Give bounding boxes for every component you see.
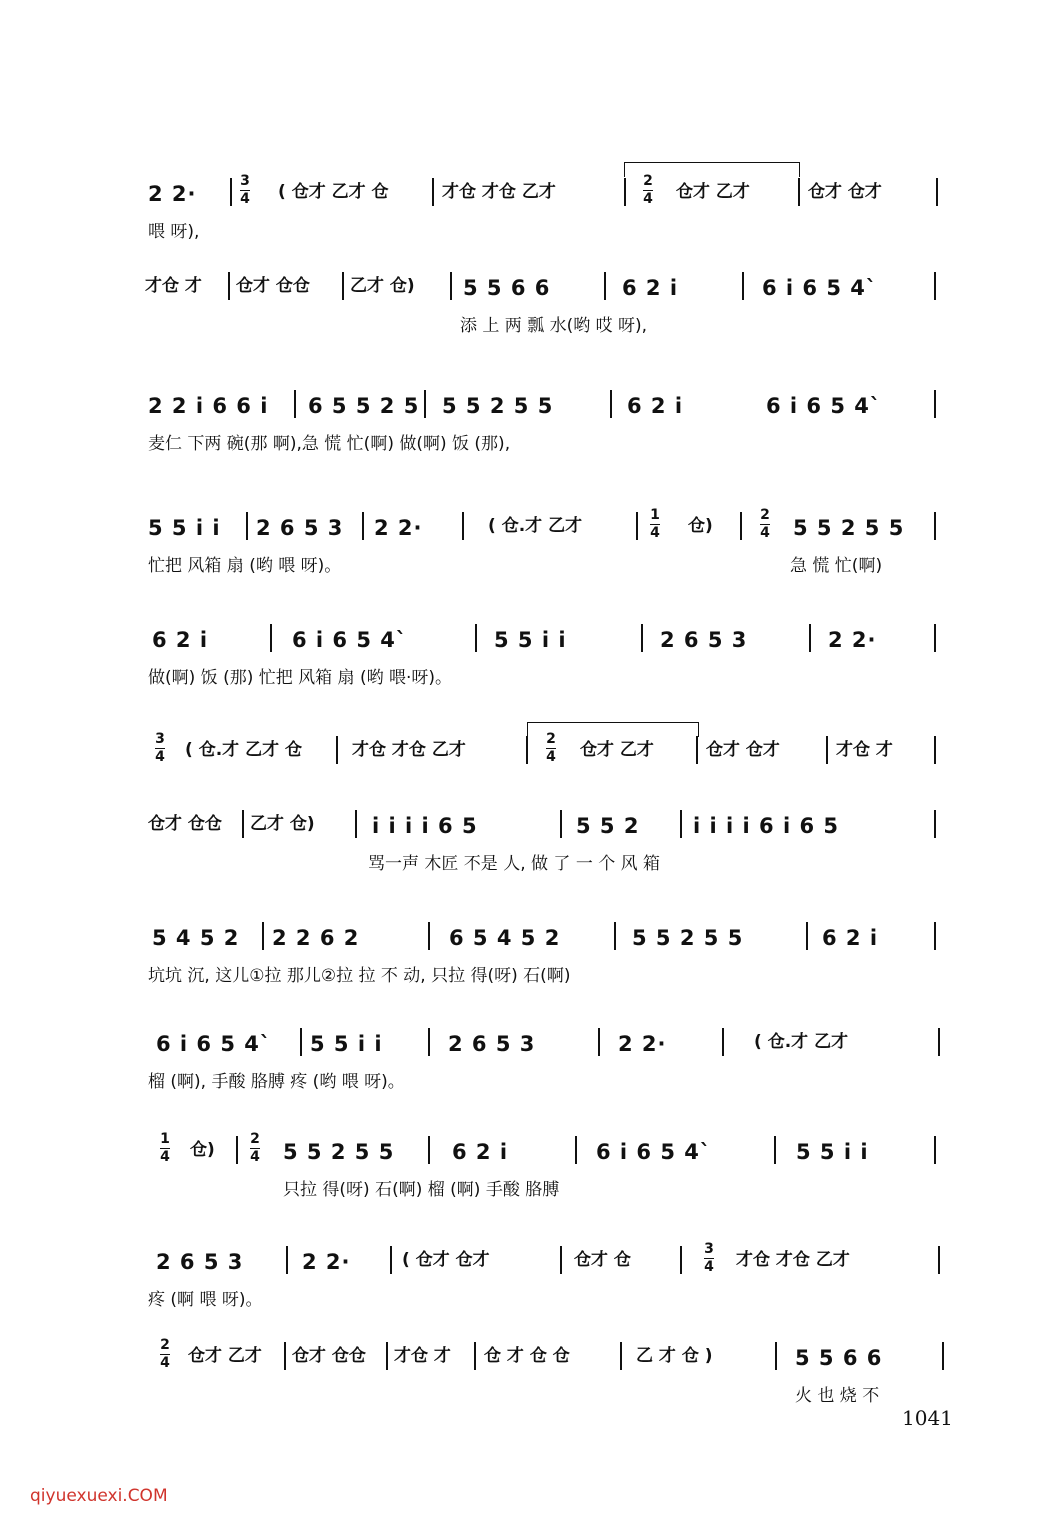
bar-line <box>474 1342 476 1370</box>
notation-numbers: 2 2· <box>302 1250 351 1274</box>
percussion-syllables: 仓才 仓仓 <box>236 276 310 296</box>
bar-line <box>428 922 430 950</box>
percussion-syllables: 仓才 仓仓 <box>292 1346 366 1366</box>
lyric-line: 火 也 烧 不 <box>795 1386 880 1406</box>
time-signature-denominator: 4 <box>760 525 770 541</box>
time-signature-denominator: 4 <box>650 525 660 541</box>
percussion-syllables: 才仓 才仓 乙才 <box>352 740 466 760</box>
bar-line <box>742 272 744 300</box>
notation-numbers: 2 6 5 3 <box>156 1250 244 1274</box>
bar-line <box>428 1136 430 1164</box>
time-signature-denominator: 4 <box>643 191 653 207</box>
time-signature <box>704 1242 714 1275</box>
notation-numbers: 5 5 2 5 5 <box>632 926 744 950</box>
time-signature <box>650 508 660 541</box>
notation-numbers: 5 5 6 6 <box>795 1346 883 1370</box>
bar-line <box>336 736 338 764</box>
bar-line <box>450 272 452 300</box>
percussion-syllables: 仓才 乙才 <box>676 182 750 202</box>
bar-line <box>610 390 612 418</box>
time-signature-numerator: 3 <box>155 731 165 747</box>
notation-numbers: 2 2· <box>828 628 877 652</box>
bar-line <box>598 1028 600 1056</box>
bar-line <box>934 810 936 838</box>
bar-line <box>938 1246 940 1274</box>
notation-numbers: 2 2 i 6 6 i <box>148 394 269 418</box>
time-signature <box>250 1132 260 1165</box>
notation-numbers: 6 5 5 2 5 <box>308 394 420 418</box>
time-signature-denominator: 4 <box>704 1259 714 1275</box>
time-signature-numerator: 2 <box>760 507 770 523</box>
time-signature-numerator: 1 <box>650 507 660 523</box>
bar-line <box>286 1246 288 1274</box>
percussion-syllables: 才仓 才 <box>145 276 202 296</box>
bar-line <box>560 810 562 838</box>
notation-numbers: 5 5 i i <box>494 628 567 652</box>
notation-numbers: 6 i 6 5 4` <box>292 628 408 652</box>
percussion-syllables: 乙 才 仓 ) <box>636 1346 713 1366</box>
lyric-line: 骂一声 木匠 不是 人, 做 了 一 个 风 箱 <box>368 854 661 874</box>
bar-line <box>246 512 248 540</box>
bar-line <box>294 390 296 418</box>
lyric-line: 急 慌 忙(啊) <box>790 556 883 576</box>
time-signature-numerator: 2 <box>250 1131 260 1147</box>
notation-numbers: i i i i 6 5 <box>372 814 478 838</box>
notation-numbers: 6 2 i <box>152 628 209 652</box>
bar-line <box>641 624 643 652</box>
bar-line <box>560 1246 562 1274</box>
bar-line <box>934 736 936 764</box>
bar-line <box>934 272 936 300</box>
time-signature-numerator: 2 <box>160 1337 170 1353</box>
time-signature-denominator: 4 <box>250 1149 260 1165</box>
percussion-syllables: 仓才 仓才 <box>808 182 882 202</box>
bar-line <box>362 512 364 540</box>
percussion-syllables: 仓) <box>688 516 713 536</box>
bar-line <box>355 810 357 838</box>
bar-line <box>620 1342 622 1370</box>
time-signature <box>643 174 653 207</box>
bar-line <box>806 922 808 950</box>
notation-numbers: 6 2 i <box>627 394 684 418</box>
bar-line <box>428 1028 430 1056</box>
page-number: 1041 <box>902 1406 953 1430</box>
time-signature <box>760 508 770 541</box>
percussion-syllables: 仓 才 仓 仓 <box>484 1346 570 1366</box>
bar-line <box>475 624 477 652</box>
bar-line <box>680 810 682 838</box>
percussion-syllables: 才仓 才 <box>394 1346 451 1366</box>
bar-line <box>614 922 616 950</box>
bar-line <box>680 1246 682 1274</box>
time-signature-numerator: 3 <box>240 173 250 189</box>
bar-line <box>230 178 232 206</box>
bar-line <box>342 272 344 300</box>
time-signature-numerator: 3 <box>704 1241 714 1257</box>
site-watermark: qiyuexuexi.COM <box>30 1486 168 1506</box>
notation-numbers: 5 4 5 2 <box>152 926 240 950</box>
notation-numbers: 6 i 6 5 4` <box>156 1032 272 1056</box>
notation-numbers: 5 5 i i <box>796 1140 869 1164</box>
bar-line <box>575 1136 577 1164</box>
lyric-line: 喂 呀), <box>148 222 200 242</box>
notation-numbers: 5 5 2 5 5 <box>283 1140 395 1164</box>
bar-line <box>740 512 742 540</box>
percussion-syllables: ( 仓.才 乙才 仓 <box>185 740 302 760</box>
bar-line <box>604 272 606 300</box>
bar-line <box>774 1136 776 1164</box>
bar-line <box>938 1028 940 1056</box>
percussion-syllables: ( 仓.才 乙才 <box>754 1032 849 1052</box>
bar-line <box>526 736 528 764</box>
time-signature <box>160 1338 170 1371</box>
lyric-line: 做(啊) 饭 (那) 忙把 风箱 扇 (哟 喂·呀)。 <box>148 668 453 688</box>
notation-numbers: 6 5 4 5 2 <box>449 926 561 950</box>
percussion-syllables: 仓才 乙才 <box>580 740 654 760</box>
notation-numbers: 6 2 i <box>452 1140 509 1164</box>
bar-line <box>798 178 800 206</box>
notation-numbers: 6 i 6 5 4` <box>766 394 882 418</box>
bar-line <box>826 736 828 764</box>
lyric-line: 榴 (啊), 手酸 胳膊 疼 (哟 喂 呀)。 <box>148 1072 405 1092</box>
lyric-line: 忙把 风箱 扇 (哟 喂 呀)。 <box>148 556 342 576</box>
percussion-syllables: 仓才 仓才 <box>706 740 780 760</box>
time-signature <box>240 174 250 207</box>
notation-numbers: 5 5 i i <box>310 1032 383 1056</box>
time-signature-denominator: 4 <box>155 749 165 765</box>
bar-line <box>270 624 272 652</box>
bar-line <box>775 1342 777 1370</box>
bar-line <box>942 1342 944 1370</box>
percussion-syllables: 仓才 仓 <box>574 1250 631 1270</box>
bar-line <box>284 1342 286 1370</box>
bar-line <box>228 272 230 300</box>
percussion-syllables: 才仓 才 <box>836 740 893 760</box>
bar-line <box>242 810 244 838</box>
notation-numbers: 2 2· <box>618 1032 667 1056</box>
bar-line <box>809 624 811 652</box>
time-signature-numerator: 2 <box>546 731 556 747</box>
percussion-syllables: ( 仓才 乙才 仓 <box>278 182 389 202</box>
notation-numbers: 2 2· <box>374 516 423 540</box>
bar-line <box>390 1246 392 1274</box>
percussion-syllables: 仓才 乙才 <box>188 1346 262 1366</box>
percussion-syllables: 仓) <box>190 1140 215 1160</box>
notation-numbers: 6 2 i <box>822 926 879 950</box>
lyric-line: 麦仁 下两 碗(那 啊),急 慌 忙(啊) 做(啊) 饭 (那), <box>148 434 511 454</box>
bar-line <box>386 1342 388 1370</box>
bar-line <box>462 512 464 540</box>
notation-numbers: 2 2 6 2 <box>272 926 360 950</box>
repeat-bracket <box>527 722 699 737</box>
time-signature-denominator: 4 <box>240 191 250 207</box>
bar-line <box>300 1028 302 1056</box>
notation-numbers: 6 i 6 5 4` <box>596 1140 712 1164</box>
time-signature-numerator: 2 <box>643 173 653 189</box>
percussion-syllables: 乙才 仓) <box>350 276 415 296</box>
notation-numbers: 2 6 5 3 <box>660 628 748 652</box>
percussion-syllables: 乙才 仓) <box>250 814 315 834</box>
notation-numbers: 5 5 2 5 5 <box>442 394 554 418</box>
time-signature <box>160 1132 170 1165</box>
notation-numbers: 5 5 2 <box>576 814 640 838</box>
notation-numbers: 2 6 5 3 <box>256 516 344 540</box>
lyric-line: 只拉 得(呀) 石(啊) 榴 (啊) 手酸 胳膊 <box>283 1180 560 1200</box>
notation-numbers: 6 i 6 5 4` <box>762 276 878 300</box>
bar-line <box>934 1136 936 1164</box>
notation-numbers: 5 5 i i <box>148 516 221 540</box>
lyric-line: 添 上 两 瓢 水(哟 哎 呀), <box>460 316 648 336</box>
time-signature <box>155 732 165 765</box>
notation-numbers: 6 2 i <box>622 276 679 300</box>
lyric-line: 疼 (啊 喂 呀)。 <box>148 1290 263 1310</box>
percussion-syllables: ( 仓.才 乙才 <box>488 516 583 536</box>
time-signature-numerator: 1 <box>160 1131 170 1147</box>
bar-line <box>936 178 938 206</box>
notation-numbers: i i i i 6 i 6 5 <box>693 814 840 838</box>
bar-line <box>696 736 698 764</box>
bar-line <box>636 512 638 540</box>
bar-line <box>624 178 626 206</box>
time-signature-denominator: 4 <box>546 749 556 765</box>
bar-line <box>934 624 936 652</box>
bar-line <box>236 1136 238 1164</box>
lyric-line: 坑坑 沉, 这儿①拉 那儿②拉 拉 不 动, 只拉 得(呀) 石(啊) <box>148 966 571 986</box>
bar-line <box>934 512 936 540</box>
bar-line <box>722 1028 724 1056</box>
percussion-syllables: 才仓 才仓 乙才 <box>442 182 556 202</box>
percussion-syllables: ( 仓才 仓才 <box>402 1250 490 1270</box>
bar-line <box>934 390 936 418</box>
notation-numbers: 5 5 2 5 5 <box>793 516 905 540</box>
time-signature-denominator: 4 <box>160 1355 170 1371</box>
bar-line <box>432 178 434 206</box>
bar-line <box>424 390 426 418</box>
bar-line <box>262 922 264 950</box>
bar-line <box>934 922 936 950</box>
repeat-bracket <box>624 162 800 177</box>
time-signature-denominator: 4 <box>160 1149 170 1165</box>
notation-numbers: 2 6 5 3 <box>448 1032 536 1056</box>
notation-numbers: 5 5 6 6 <box>463 276 551 300</box>
percussion-syllables: 才仓 才仓 乙才 <box>736 1250 850 1270</box>
notation-numbers: 2 2· <box>148 182 197 206</box>
percussion-syllables: 仓才 仓仓 <box>148 814 222 834</box>
